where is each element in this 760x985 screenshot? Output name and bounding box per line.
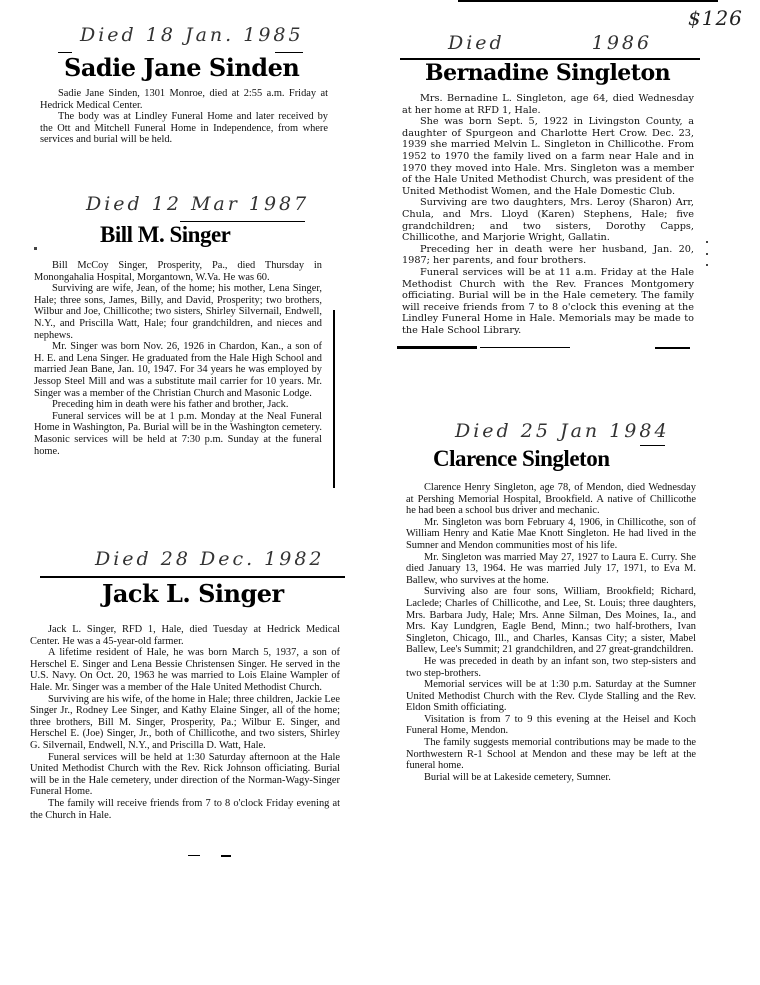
obituary-body	[402, 93, 694, 336]
obituary-body	[406, 482, 696, 783]
obituary-paragraph: The body was at Lindley Funeral Home and later received by the Ott and Mitchell Funeral Home in Independence, from where services and burial will be held.	[40, 111, 328, 146]
obituary-body	[34, 260, 322, 457]
obituary-paragraph: Clarence Henry Singleton, age 78, of Mendon, died Wednesday at Pershing Memorial Hospital, Brookfield. A native of Chillicothe he had been a school bus driver and mechanic.	[406, 482, 696, 517]
divider-rule	[640, 445, 665, 446]
obituary-paragraph: Surviving are wife, Jean, of the home; his mother, Lena Singer, Hale; three sons, James, Billy, and David, Prosperity; two brothers, Wilbur and Joe, Chillicothe; two sisters, Shirley Silvernail, Endwell, N.Y., and Priscilla Watt, Hale; four grandchildren, and nieces and nephews.	[34, 283, 322, 341]
obituary-paragraph: Visitation is from 7 to 9 this evening at the Heisel and Koch Funeral Home, Mendon.	[406, 713, 696, 737]
obituary-paragraph: Surviving also are four sons, William, Brookfield; Richard, Laclede; Charles of Chillicothe, and Lee, St. Louis; three daughters, Mrs. Barbara Judy, Hale; Mrs. Anne Silman, Des Moines, Ia., and Mrs. Kay Lundgren, Eagle Bend, Minn.; two half-brothers, Ivan Singleton, Chicago, Ill., and Charles, Kansas City; a sister, Mabel Ballew, Lee's Summit; 21 grandchildren, and 27 great-grandchildren.	[406, 586, 696, 656]
handwritten-death-date: Died 28 Dec. 1982	[95, 548, 325, 570]
obituary-paragraph: Surviving are two daughters, Mrs. Leroy (Sharon) Arr, Chula, and Mrs. Lloyd (Karen) Stephens, Hale; five grandchildren; and two sisters, Dorothy Capps, Chillicothe, and Marjorie Wright, Gallatin.	[402, 197, 694, 244]
obituary-paragraph: The family suggests memorial contributions may be made to the Northwestern R-1 School at Mendon and these may be left at the funeral home.	[406, 737, 696, 772]
obituary-paragraph: Sadie Jane Sinden, 1301 Monroe, died at 2:55 a.m. Friday at Hedrick Medical Center.	[40, 88, 328, 111]
handwritten-death-date: Died 1986	[448, 32, 653, 54]
obituary-paragraph: Mrs. Bernadine L. Singleton, age 64, died Wednesday at her home at RFD 1, Hale.	[402, 93, 694, 116]
handwritten-death-date: Died 18 Jan. 1985	[80, 24, 304, 46]
obituary-headline: Clarence Singleton	[433, 446, 610, 471]
obituary-paragraph: Mr. Singleton was married May 27, 1927 to Laura E. Curry. She died January 13, 1964. He was married July 17, 1971, to Eva M. Ballew, who survives at the home.	[406, 551, 696, 586]
obituary-paragraph: He was preceded in death by an infant son, two step-sisters and two step-brothers.	[406, 655, 696, 679]
obituary-paragraph: Memorial services will be at 1:30 p.m. Saturday at the Sumner United Methodist Church with the Rev. Clyde Stalling and the Rev. Eldon Smith officiating.	[406, 679, 696, 714]
bottom-rule	[480, 347, 570, 348]
obituary-paragraph: Bill McCoy Singer, Prosperity, Pa., died Thursday in Monongahalia Hospital, Morgantown, W.Va. He was 60.	[34, 260, 322, 283]
page-reference-note: $126	[688, 6, 743, 30]
column-edge	[333, 310, 335, 488]
obituary-body	[40, 88, 328, 146]
obituary-paragraph: Burial will be at Lakeside cemetery, Sumner.	[424, 771, 611, 783]
obituary-headline: Bernadine Singleton	[425, 60, 671, 86]
margin-mark	[706, 264, 708, 266]
obituary-paragraph: Surviving are his wife, of the home in Hale; three children, Jackie Lee Singer Jr., Rodney Lee Singer, and Kathy Elaine Singer, all of the home; three brothers, Bill M. Singer, Prosperity, Pa.; Wilbur E. Singer, and Herschel E. (Joe) Singer, Jr., both of Chillicothe, and two sisters, Shirley G. Silvernail, Endwell, N.Y., and Priscilla D. Watt, Hale.	[30, 693, 340, 751]
margin-mark	[706, 241, 708, 243]
obituary-paragraph: Funeral services will be held at 1:30 Saturday afternoon at the Hale United Methodist Church with the Rev. Rick Johnson officiating. Burial will be in the Hale cemetery, under direction of the Norman-Wagy-Singer Funeral Home.	[30, 751, 340, 798]
obituary-paragraph: Jack L. Singer, RFD 1, Hale, died Tuesday at Hedrick Medical Center. He was a 45-year-old farmer.	[30, 624, 340, 647]
obituary-headline: Bill M. Singer	[100, 222, 231, 247]
bottom-rule	[655, 347, 690, 349]
obituary-body	[30, 624, 340, 821]
obituary-headline: Jack L. Singer	[102, 579, 284, 608]
obituary-paragraph: Funeral services will be at 1 p.m. Monday at the Neal Funeral Home in Washington, Pa. Burial will be in the Washington cemetery. Masonic services will be held at 7:30 p.m. Sunday at the funeral home.	[34, 410, 322, 457]
obituary-paragraph: The family will receive friends from 7 to 8 o'clock Friday evening at the Church in Hale.	[30, 797, 340, 821]
obituary-paragraph: Preceding her in death were her husband, Jan. 20, 1987; her parents, and four brothers.	[402, 243, 694, 267]
end-mark	[188, 855, 200, 856]
margin-mark	[34, 247, 37, 250]
margin-mark	[706, 253, 708, 255]
obituary-paragraph: Preceding him in death were his father and brother, Jack.	[52, 399, 289, 411]
handwritten-death-date: Died 25 Jan 1984	[455, 420, 670, 442]
end-mark	[221, 855, 231, 857]
divider-rule	[40, 576, 345, 578]
obituary-paragraph: She was born Sept. 5, 1922 in Livingston County, a daughter of Spurgeon and Charlotte Hert Crow. Dec. 23, 1939 she married Melvin L. Singleton in Chillicothe. From 1952 to 1970 the family lived on a farm near Hale and in 1970 they moved into Hale. Mrs. Singleton was a member of the Hale United Methodist Church, was president of the United Methodist Women, and the Hale Domestic Club.	[402, 116, 694, 197]
obituary-headline: Sadie Jane Sinden	[64, 53, 300, 82]
top-rule	[458, 0, 718, 2]
obituary-paragraph: Mr. Singer was born Nov. 26, 1926 in Chardon, Kan., a son of H. E. and Lena Singer. He graduated from the Hale High School and married Jean Bane, Jan. 10, 1947. For 34 years he was employed by Jessop Steel Mill and was a substitute mail carrier for 10 years. Mr. Singer was a member of the Christian Church and Masonic Lodge.	[34, 341, 322, 399]
bottom-rule	[397, 346, 477, 349]
obituary-paragraph: Funeral services will be at 11 a.m. Friday at the Hale Methodist Church with the Rev. Frances Montgomery officiating. Burial will be in the Hale cemetery. The family will receive friends from 7 to 8 o'clock this evening at the Lindley Funeral Home in Hale. Memorials may be made to the Hale School Library.	[402, 266, 694, 336]
obituary-paragraph: Mr. Singleton was born February 4, 1906, in Chillicothe, son of William Henry and Katie Mae Knott Singleton. He had lived in the Sumner and Mendon communities most of his life.	[406, 516, 696, 551]
obituary-paragraph: A lifetime resident of Hale, he was born March 5, 1937, a son of Herschel E. Singer and Lena Bessie Christensen Singer. He served in the U.S. Navy. On Oct. 20, 1963 he was married to Lois Elaine Wampler of Hale. Mr. Singer was a member of the Hale United Methodist Church.	[30, 647, 340, 693]
handwritten-death-date: Died 12 Mar 1987	[86, 193, 310, 215]
